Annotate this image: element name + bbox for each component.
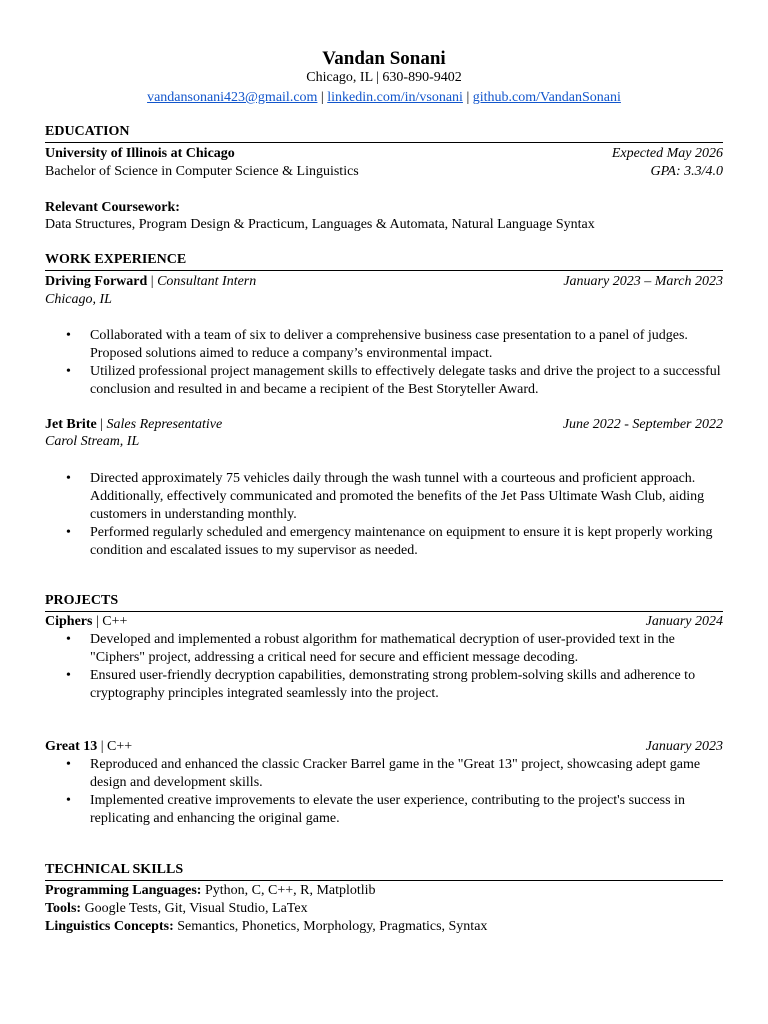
skills-label: Tools:	[45, 901, 82, 916]
skills-heading: TECHNICAL SKILLS	[45, 861, 723, 881]
job-bullets	[45, 470, 723, 560]
job-header-row: Jet Brite | Sales Representative June 2022 - September 2022	[45, 417, 723, 432]
skills-line	[45, 918, 723, 936]
job-header-row: Driving Forward | Consultant Intern January 2023 – March 2023	[45, 274, 723, 289]
job-dates: January 2023 – March 2023	[563, 274, 723, 289]
bullet-item: • Implemented creative improvements to elevate the user experience, contributing to the project's success in replicating and enhancing the original game.	[45, 792, 723, 828]
project-date: January 2023	[645, 739, 723, 754]
resume-name: Vandan Sonani	[322, 48, 446, 69]
skills-value: Python, C, C++, R, Matplotlib	[204, 883, 376, 898]
project-lang: C++	[107, 739, 133, 754]
skills-value: Google Tests, Git, Visual Studio, LaTex	[84, 901, 308, 916]
skills-value: Semantics, Phonetics, Morphology, Pragmatics, Syntax	[177, 919, 488, 934]
github-link[interactable]: github.com/VandanSonani	[472, 90, 621, 105]
bullet-item: • Directed approximately 75 vehicles daily through the wash tunnel with a courteous and proficient approach. Additionally, effectively communicated and promoted the benefits of the Jet Pass Ultimate Wash Club, aiding customers in understanding monthly.	[45, 470, 723, 524]
skills-line	[45, 882, 723, 900]
link-separator: |	[462, 90, 473, 105]
degree: Bachelor of Science in Computer Science & Linguistics	[45, 164, 359, 179]
skills-label: Linguistics Concepts:	[45, 919, 174, 934]
skills-label: Programming Languages:	[45, 883, 202, 898]
job-bullets	[45, 327, 723, 399]
job-role: Consultant Intern	[157, 274, 257, 289]
email-link[interactable]: vandansonani423@gmail.com	[147, 90, 318, 105]
bullet-item: • Collaborated with a team of six to deliver a comprehensive business case presentation to a panel of judges. Proposed solutions aimed to reduce a company’s environmental impact.	[45, 327, 723, 363]
bullet-item: • Developed and implemented a robust algorithm for mathematical decryption of user-provided text in the "Ciphers" project, addressing a critical need for secure and efficient message decoding.	[45, 631, 723, 667]
skills-line	[45, 900, 723, 918]
job-location: Chicago, IL	[45, 292, 112, 307]
linkedin-link[interactable]: linkedin.com/in/vsonani	[327, 90, 463, 105]
project-lang: C++	[102, 614, 128, 629]
bullet-item: • Performed regularly scheduled and emergency maintenance on equipment to ensure it is kept properly working condition and escalated issues to my supervisor as needed.	[45, 524, 723, 560]
education-school-row	[45, 145, 723, 163]
contact-line: Chicago, IL | 630-890-9402	[306, 70, 462, 85]
project-bullets	[45, 631, 723, 703]
project-bullets	[45, 756, 723, 828]
project-name: Ciphers	[45, 614, 93, 629]
job-dates: June 2022 - September 2022	[562, 417, 723, 432]
project-header-row: Ciphers | C++ January 2024	[45, 614, 723, 629]
coursework-label: Relevant Coursework:	[45, 200, 180, 215]
bullet-item: • Utilized professional project management skills to effectively delegate tasks and drive the project to a successful conclusion and resulted in and became a recipient of the Best Storyteller Award.	[45, 363, 723, 399]
contact-links	[0, 89, 768, 107]
bullet-item: • Ensured user-friendly decryption capabilities, demonstrating strong problem-solving skills and adherence to cryptography principles integrated seamlessly into the project.	[45, 667, 723, 703]
school-name: University of Illinois at Chicago	[45, 146, 235, 161]
job-location: Carol Stream, IL	[45, 434, 140, 449]
job-company: Driving Forward	[45, 274, 148, 289]
graduation-date: Expected May 2026	[611, 146, 723, 161]
project-name: Great 13	[45, 739, 98, 754]
gpa: GPA: 3.3/4.0	[650, 164, 723, 179]
work-heading: WORK EXPERIENCE	[45, 251, 723, 271]
job-role: Sales Representative	[106, 417, 223, 432]
link-separator: |	[317, 90, 328, 105]
job-company: Jet Brite	[45, 417, 97, 432]
education-degree-row	[45, 163, 723, 181]
education-heading: EDUCATION	[45, 123, 723, 143]
project-header-row: Great 13 | C++ January 2023	[45, 739, 723, 754]
bullet-item: • Reproduced and enhanced the classic Cracker Barrel game in the "Great 13" project, showcasing adept game design and development skills.	[45, 756, 723, 792]
coursework-list: Data Structures, Program Design & Practicum, Languages & Automata, Natural Language Syntax	[45, 217, 595, 232]
project-date: January 2024	[645, 614, 723, 629]
projects-heading: PROJECTS	[45, 592, 723, 612]
